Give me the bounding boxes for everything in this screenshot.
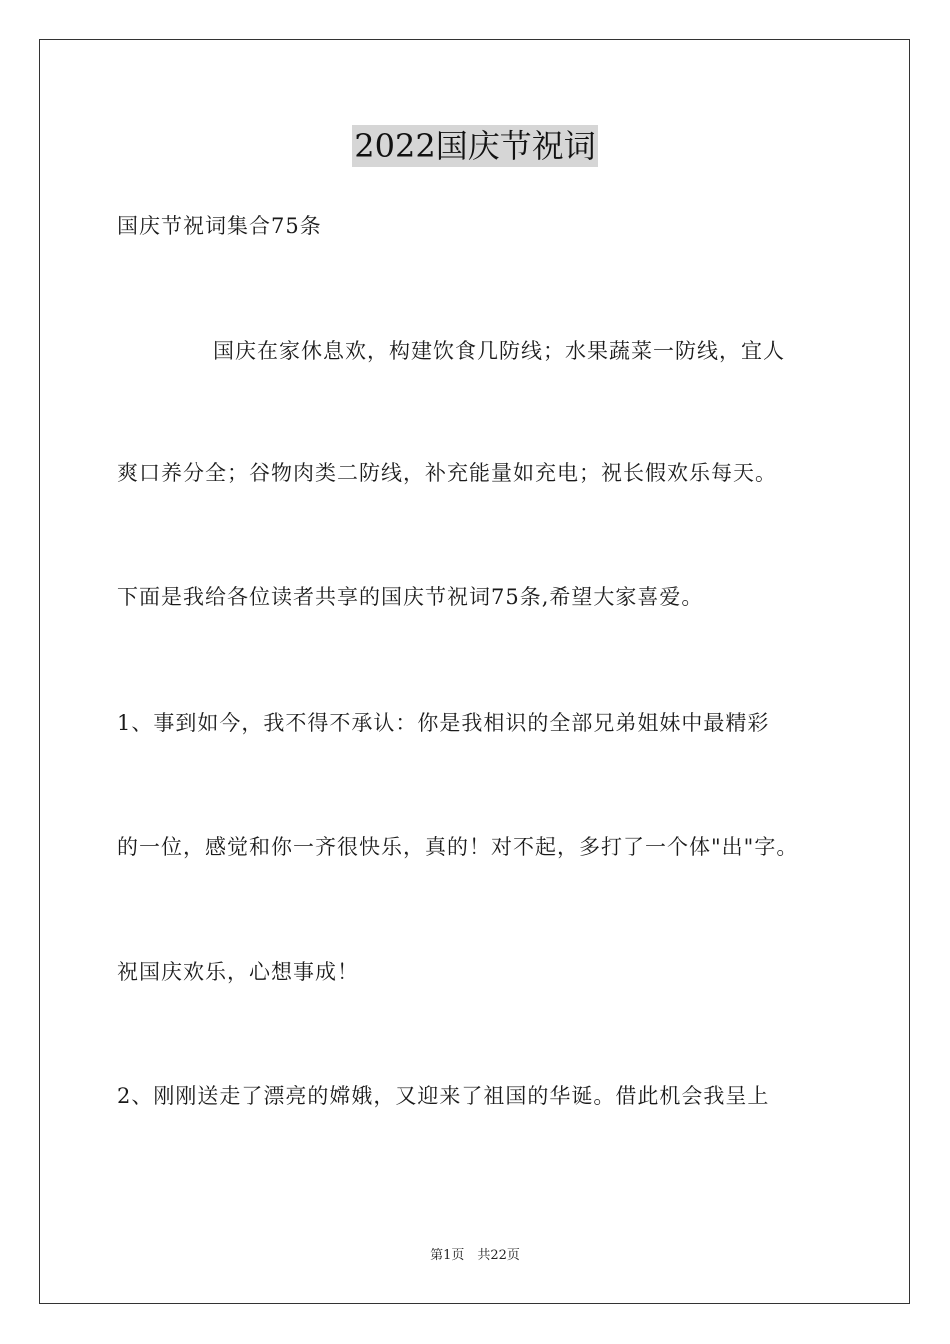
document-title: 2022国庆节祝词 — [354, 127, 596, 165]
paragraph-line-6: 祝国庆欢乐，心想事成！ — [117, 960, 359, 984]
title-container — [0, 125, 950, 167]
paragraph-line-7: 2、刚刚送走了漂亮的嫦娥，又迎来了祖国的华诞。借此机会我呈上 — [117, 1084, 770, 1108]
paragraph-line-4: 1、事到如今，我不得不承认：你是我相识的全部兄弟姐妹中最精彩 — [117, 711, 770, 735]
document-subtitle: 国庆节祝词集合75条 — [117, 214, 322, 238]
paragraph-line-1: 国庆在家休息欢，构建饮食几防线；水果蔬菜一防线，宜人 — [213, 339, 785, 363]
paragraph-line-2: 爽口养分全；谷物肉类二防线，补充能量如充电；祝长假欢乐每天。 — [117, 461, 777, 485]
paragraph-line-3: 下面是我给各位读者共享的国庆节祝词75条,希望大家喜爱。 — [117, 585, 704, 609]
paragraph-line-5: 的一位，感觉和你一齐很快乐，真的！对不起，多打了一个体"出"字。 — [117, 835, 799, 859]
page-number-footer: 第1页 共22页 — [430, 1248, 520, 1263]
